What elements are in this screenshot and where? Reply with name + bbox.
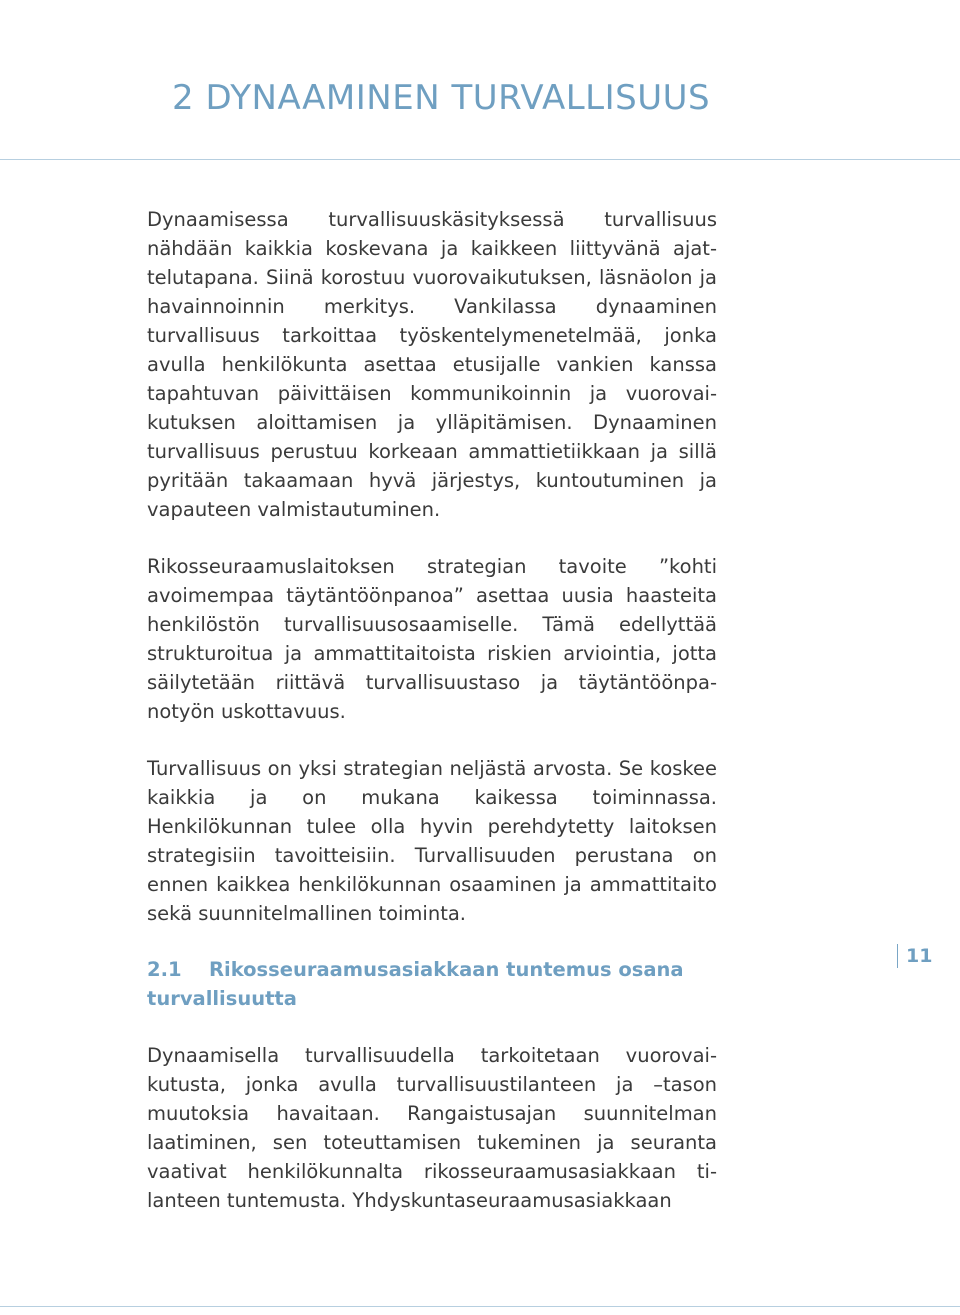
page-number: 11: [897, 944, 932, 968]
title-divider: [0, 159, 960, 160]
page-content: [147, 205, 717, 1243]
section-heading: [147, 955, 717, 1013]
body-paragraph-3: Turvallisuus on yksi strategian neljästä arvosta. Se koskee kaikkia ja on mukana kaikessa toiminnassa. Henkilökunnan tulee olla hyvin perehdytetty laitoksen strategisiin tavoitteisiin. Turvallisuuden perustana on ennen kaikkea henkilökunnan osaaminen ja ammattitaito sekä suunnitelmallinen toiminta.: [147, 757, 717, 925]
chapter-title: 2 DYNAAMINEN TURVALLISUUS: [172, 78, 711, 118]
bottom-divider: [0, 1306, 960, 1307]
section-paragraph: Dynaamisella turvallisuudella tarkoitetaan vuorovaikutusta, jonka avulla turvallisuustilanteen ja –tason muutoksia havaitaan. Rangaistusajan suunnitelman laatiminen, sen toteuttamisen tukeminen ja seuranta vaativat henkilökunnalta rikosseuraamusasiakkaan tilanteen tuntemusta. Yhdyskuntaseuraamusasiakkaan: [147, 1044, 717, 1212]
body-paragraph-1: Dynaamisessa turvallisuuskäsityksessä turvallisuus nähdään kaikkia koskevana ja kaikkeen liittyvänä ajattelutapana. Siinä korostuu vuorovaikutuksen, läsnäolon ja havainnoinnin merkitys. Vankilassa dynaaminen turvallisuus tarkoittaa työskentelymenetelmää, jonka avulla henkilökunta asettaa etusijalle vankien kanssa tapahtuvan päivittäisen kommunikoinnin ja vuorovaikutuksen aloittamisen ja ylläpitämisen. Dynaaminen turvallisuus perustuu korkeaan ammattietiikkaan ja sillä pyritään takaamaan hyvä järjestys, kuntoutuminen ja vapauteen valmistautuminen.: [147, 208, 717, 521]
section-title: Rikosseuraamusasiakkaan tuntemus osana turvallisuutta: [147, 958, 684, 1010]
section-number: 2.1: [147, 958, 182, 981]
body-paragraph-2: Rikosseuraamuslaitoksen strategian tavoite ”kohti avoimempaa täytäntöönpanoa” asettaa uusia haasteita henkilöstön turvallisuusosaamiselle. Tämä edellyttää strukturoitua ja ammattitaitoista riskien arviointia, jotta säilytetään riittävä turvallisuustaso ja täytäntöönpanotyön uskottavuus.: [147, 555, 717, 723]
